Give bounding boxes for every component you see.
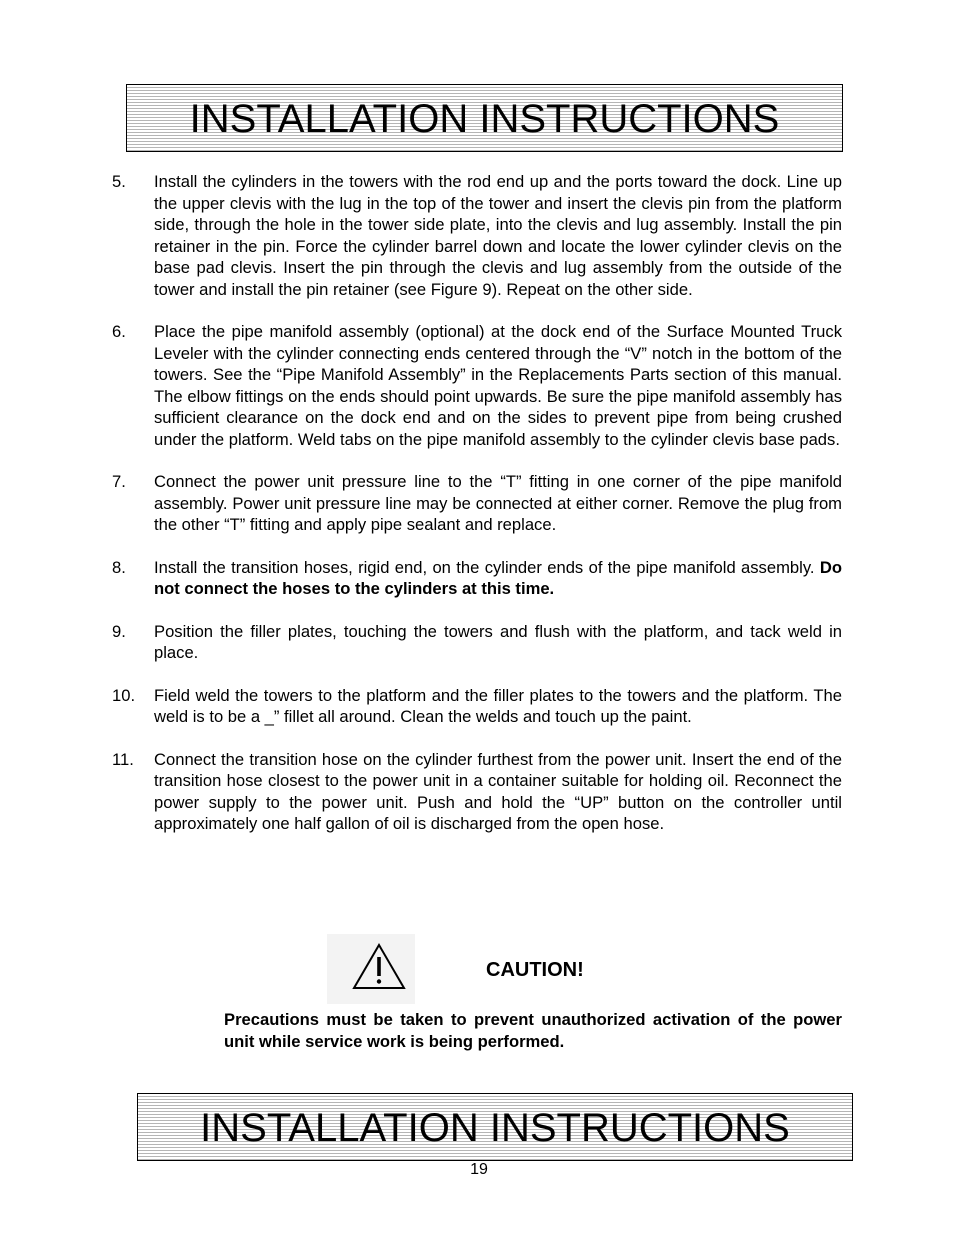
- step-body: Connect the power unit pressure line to the “T” fitting in one corner of the pipe manifold assembly. Power unit pressure line may be connected at either corner. Remove the plug from the other “T” fitting and apply pipe sealant and replace.: [154, 472, 842, 534]
- instruction-step-8: [112, 557, 842, 600]
- step-number: 9.: [112, 621, 126, 641]
- step-body: Field weld the towers to the platform and the filler plates to the towers and the platform. The weld is to be a _” fillet all around. Clean the welds and touch up the paint.: [154, 685, 842, 726]
- step-number: 8.: [112, 557, 126, 577]
- instruction-step-5: [112, 171, 842, 300]
- step-body: Install the cylinders in the towers with the rod end up and the ports toward the dock. Line up the upper clevis with the lug in the top of the tower and insert the clevis pin from the platform side, through the hole in the tower side plate, into the clevis and lug assembly. Install the pin retainer in the pin. Force the cylinder barrel down and locate the lower cylinder clevis on the base pad clevis. Insert the pin through the clevis and lug assembly from the outside of the tower and install the pin retainer (see Figure 9). Repeat on the other side.: [154, 172, 842, 299]
- step-text: [154, 621, 842, 664]
- instruction-step-11: [112, 749, 842, 835]
- step-number: 7.: [112, 472, 126, 491]
- instruction-step-6: [112, 321, 842, 450]
- step-number: 5.: [112, 172, 126, 191]
- instruction-steps: [112, 171, 842, 856]
- warning-triangle-icon: [327, 934, 415, 1004]
- step-body: Place the pipe manifold assembly (optional) at the dock end of the Surface Mounted Truck Leveler with the cylinder connecting ends centered through the “V” notch in the bottom of the towers. See the “Pipe Manifold Assembly” in the Replacements Parts section of this manual. The elbow fittings on the ends should point upwards. Be sure the pipe manifold assembly has sufficient clearance on the dock end and on the sides to prevent pipe from being crushed under the platform. Weld tabs on the pipe manifold assembly to the cylinder clevis base pads.: [154, 322, 842, 449]
- footer-banner: [137, 1093, 853, 1161]
- step-number: 10.: [112, 685, 136, 705]
- step-number: 6.: [112, 322, 126, 341]
- step-text: [154, 321, 842, 450]
- instruction-step-7: [112, 471, 842, 536]
- step-text: [154, 171, 842, 300]
- page-title: INSTALLATION INSTRUCTIONS: [189, 97, 780, 141]
- step-text: [154, 557, 842, 600]
- page-number: 19: [470, 1161, 488, 1178]
- instruction-step-10: [112, 685, 842, 728]
- step-text: [154, 685, 842, 728]
- header-banner: [126, 84, 843, 152]
- step-body: Position the filler plates, touching the towers and flush with the platform, and tack weld in place.: [154, 621, 842, 662]
- step-text: [154, 471, 842, 536]
- step-body: Install the transition hoses, rigid end, on the cylinder ends of the pipe manifold assembly.: [154, 557, 820, 577]
- caution-heading: CAUTION!: [486, 959, 584, 981]
- step-bold-note: Do not connect the hoses to the cylinders at this time.: [154, 557, 842, 598]
- instruction-step-9: [112, 621, 842, 664]
- step-number: 11.: [112, 749, 134, 769]
- footer-title: INSTALLATION INSTRUCTIONS: [200, 1106, 790, 1150]
- step-body: Connect the transition hose on the cylinder furthest from the power unit. Insert the end of the transition hose closest to the power unit in a container suitable for holding oil. Reconnect the power supply to the power unit. Push and hold the “UP” button on the controller until approximately one half gallon of oil is discharged from the open hose.: [154, 749, 842, 833]
- warning-triangle-icon-graphic: [351, 942, 407, 992]
- step-text: [154, 749, 842, 835]
- caution-message: Precautions must be taken to prevent unauthorized activation of the power unit while service work is being performed.: [224, 1010, 842, 1051]
